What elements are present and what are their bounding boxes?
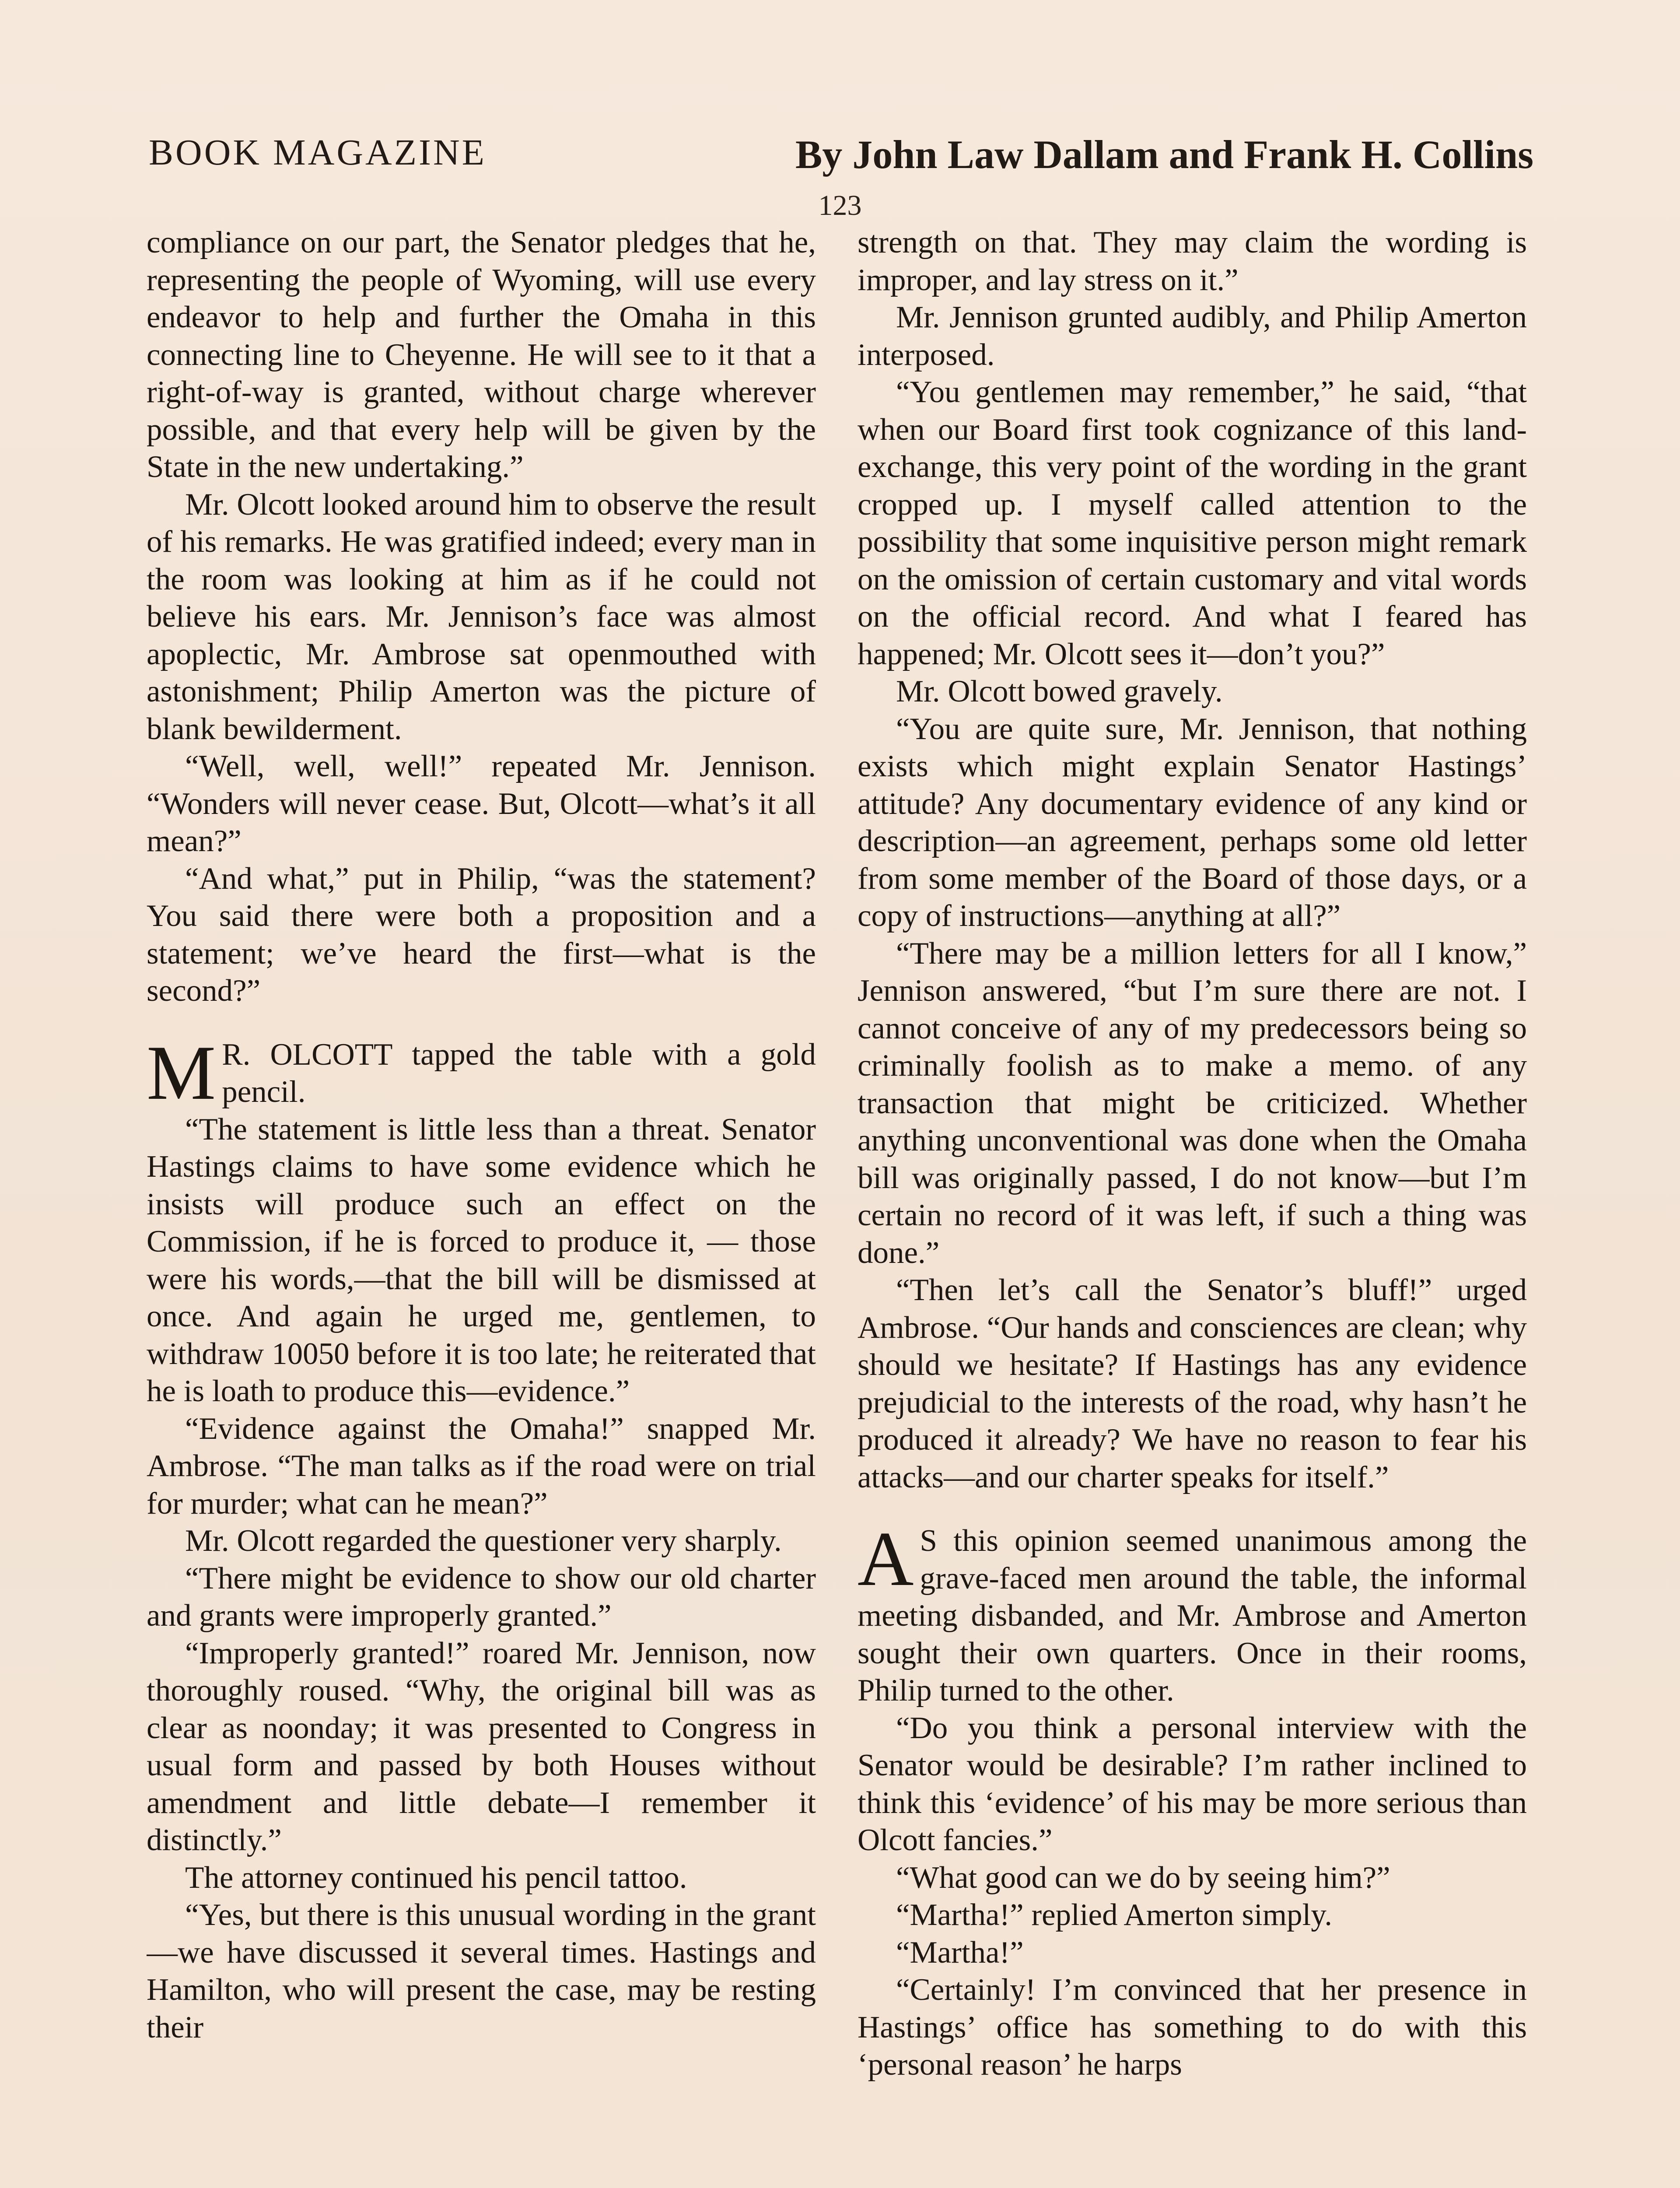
dropcap-paragraph — [858, 1515, 1527, 1710]
paragraph: “You gentlemen may remember,” he said, “that when our Board first took cognizance of this land-exchange, this very point of the wording in the grant cropped up. I myself called attention to the possibility that some inquisitive person might remark on the omission of certain customary and vital words on the official record. And what I feared has happened; Mr. Olcott sees it—don’t you?” — [858, 375, 1527, 671]
paragraph: “Do you think a personal interview with the Senator would be desirable? I’m rather inclined to think this ‘evidence’ of his may be more serious than Olcott fancies.” — [858, 1711, 1527, 1857]
page-number: 123 — [818, 189, 862, 221]
paragraph: “You are quite sure, Mr. Jennison, that nothing exists which might explain Senator Hastings’ attitude? Any documentary evidence of any kind or description—an agreement, perhaps some old letter from some member of the Board of those days, or a copy of instructions—anything at all?” — [858, 712, 1527, 933]
paragraph: “Well, well, well!” repeated Mr. Jennison. “Wonders will never cease. But, Olcott—what’s it all mean?” — [147, 749, 816, 858]
paragraph: “Yes, but there is this unusual wording in the grant—we have discussed it several times. Hastings and Hamilton, who will present the case, may be resting their — [147, 1898, 816, 2044]
paragraph: Mr. Olcott bowed gravely. — [896, 674, 1223, 708]
paragraph: Mr. Olcott looked around him to observe the result of his remarks. He was gratified indeed; every man in the room was looking at him as if he could not believe his ears. Mr. Jennison’s face was almost apoplectic, Mr. Ambrose sat openmouthed with astonishment; Philip Amerton was the picture of blank bewilderment. — [147, 487, 816, 746]
paragraph: Mr. Olcott regarded the questioner very sharply. — [185, 1524, 782, 1558]
paragraph: “Then let’s call the Senator’s bluff!” urged Ambrose. “Our hands and consciences are clean; why should we hesitate? If Hastings has any evidence prejudicial to the interests of the road, why hasn’t he produced it already? We have no reason to fear his attacks—and our charter speaks for itself.” — [858, 1273, 1527, 1494]
drop-cap: A — [858, 1515, 914, 1602]
paragraph: “Martha!” — [896, 1935, 1024, 1970]
right-column — [858, 224, 1527, 2188]
paragraph: strength on that. They may claim the wording is improper, and lay stress on it.” — [858, 225, 1527, 297]
paragraph: compliance on our part, the Senator pledges that he, representing the people of Wyoming, will use every endeavor to help and further the Omaha in this connecting line to Cheyenne. He will see to it that a right-of-way is granted, without charge wherever possible, and that every help will be given by the State in the new undertaking.” — [147, 225, 816, 484]
magazine-title: BOOK MAGAZINE — [149, 132, 486, 173]
paragraph-text: R. OLCOTT tapped the table with a gold pencil. — [222, 1037, 816, 1109]
paragraph: “Certainly! I’m convinced that her presence in Hastings’ office has something to do with this ‘personal reason’ he harps — [858, 1973, 1527, 2082]
paragraph: “Martha!” replied Amerton simply. — [896, 1898, 1332, 1932]
paragraph: Mr. Jennison grunted audibly, and Philip Amerton interposed. — [858, 300, 1527, 372]
paragraph: “What good can we do by seeing him?” — [896, 1860, 1390, 1895]
left-column — [147, 224, 816, 2188]
paragraph: “And what,” put in Philip, “was the statement? You said there were both a proposition and a statement; we’ve heard the first—what is the second?” — [147, 861, 816, 1008]
dropcap-paragraph — [147, 1029, 816, 1116]
paragraph: “Evidence against the Omaha!” snapped Mr. Ambrose. “The man talks as if the road were on trial for murder; what can he mean?” — [147, 1411, 816, 1521]
drop-cap: M — [147, 1029, 216, 1116]
byline: By John Law Dallam and Frank H. Collins — [795, 132, 1533, 177]
paragraph: “Improperly granted!” roared Mr. Jennison, now thoroughly roused. “Why, the original bill was as clear as noonday; it was presented to Congress in usual form and passed by both Houses without amendment and little debate—I remember it distinctly.” — [147, 1636, 816, 1857]
paragraph: “The statement is little less than a threat. Senator Hastings claims to have some evidence which he insists will produce such an effect on the Commission, if he is forced to produce it, — those were his words,—that the bill will be dismissed at once. And again he urged me, gentlemen, to withdraw 10050 before it is too late; he reiterated that he is loath to produce this—evidence.” — [147, 1112, 816, 1408]
paragraph-text: S this opinion seemed unanimous among the grave-faced men around the table, the informal meeting disbanded, and Mr. Ambrose and Amerton sought their own quarters. Once in their rooms, Philip turned to the other. — [858, 1524, 1527, 1708]
paragraph: “There might be evidence to show our old charter and grants were improperly granted.” — [147, 1561, 816, 1633]
paragraph: The attorney continued his pencil tattoo. — [185, 1860, 687, 1895]
paragraph: “There may be a million letters for all I know,” Jennison answered, “but I’m sure there are not. I cannot conceive of any of my predecessors being so criminally foolish as to make a memo. of any transaction that might be criticized. Whether anything unconventional was done when the Omaha bill was originally passed, I do not know—but I’m certain no record of it was left, if such a thing was done.” — [858, 936, 1527, 1270]
